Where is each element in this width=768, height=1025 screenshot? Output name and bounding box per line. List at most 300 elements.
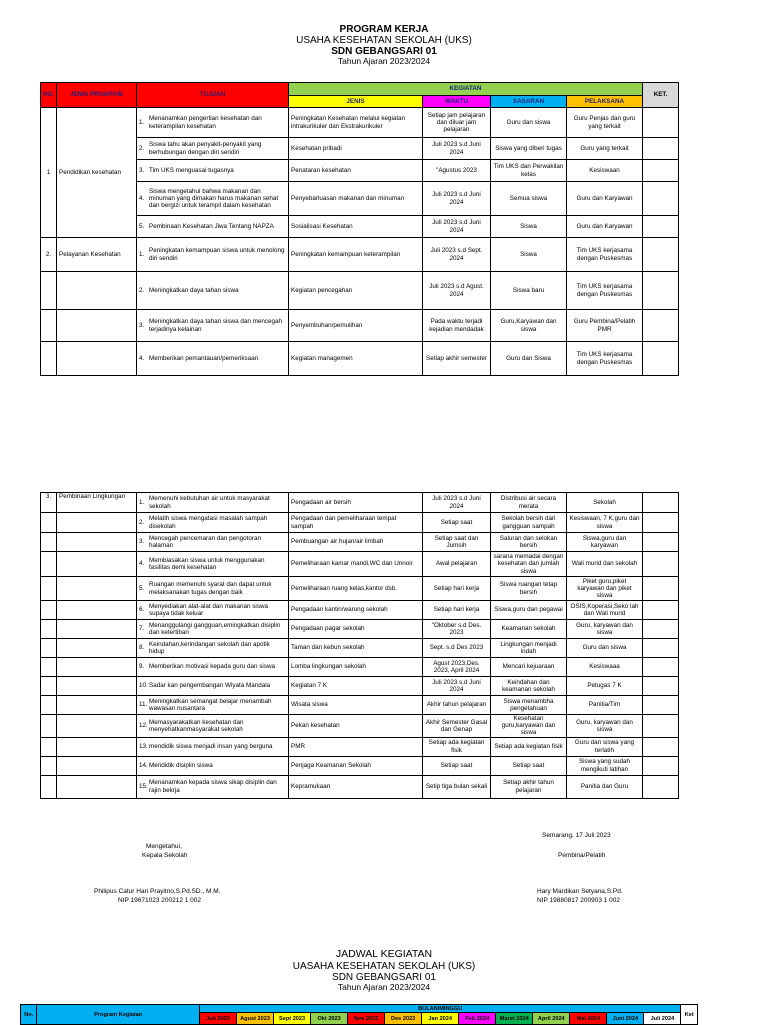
- table-row: [41, 310, 679, 342]
- jenis-cell: Pembuangan air hujan/air limbah: [289, 533, 423, 552]
- tujuan-cell: [137, 310, 289, 342]
- month-header: Mei 2024: [570, 1013, 607, 1025]
- tujuan-text: mendidik siswa menjadi insan yang berguna: [149, 743, 273, 751]
- tujuan-cell: [137, 108, 289, 138]
- sasaran-cell: Siswa menambha pengetahuan: [491, 696, 567, 715]
- tujuan-text: Memenuhi kebutuhan air untuk masyarakat sekolah: [149, 495, 270, 510]
- row-number: 5.: [139, 584, 145, 592]
- ket-cell: [643, 493, 679, 513]
- tujuan-cell: [137, 138, 289, 160]
- table-row: [41, 182, 679, 216]
- supervisor-name: Hary Mardikan Setyana,S.Pd.: [537, 888, 623, 895]
- ket-cell: [643, 513, 679, 533]
- pelaksana-cell: Panitia dan Guru: [567, 775, 643, 798]
- schedule-col-program: Program Kegiatan: [37, 1005, 200, 1025]
- table-row: [41, 513, 679, 533]
- empty-cell: [57, 756, 137, 775]
- empty-cell: [57, 715, 137, 738]
- col-sasaran: SASARAN: [491, 96, 567, 108]
- tujuan-cell: [137, 715, 289, 738]
- month-header: April 2024: [533, 1013, 570, 1025]
- pelaksana-cell: Guru, karyawan dan siswa: [567, 715, 643, 738]
- pelaksana-cell: Guru dan Karyawan: [567, 216, 643, 238]
- row-number: 9.: [139, 663, 145, 671]
- tujuan-text: Mencegah pencemaran dan pengotoran halaman: [149, 534, 262, 549]
- table-row: [41, 577, 679, 601]
- month-header: Juni 2024: [607, 1013, 644, 1025]
- pelaksana-cell: Guru Penjas dan guru yang terkait: [567, 108, 643, 138]
- jenis-cell: Kepramukaan: [289, 775, 423, 798]
- program-table-1: [40, 82, 679, 376]
- academic-year: Tahun Ajaran 2023/2024: [337, 56, 431, 66]
- tujuan-text: Memasyarakatkan kesehatan dan menyehatkanmasyarakat sekolah: [149, 718, 244, 733]
- table-row: [41, 552, 679, 577]
- ket-cell: [643, 696, 679, 715]
- month-header: Juli 2024: [644, 1013, 681, 1025]
- pelaksana-cell: Siswa yang sudah mengikuti latihan: [567, 756, 643, 775]
- table-row: [41, 601, 679, 620]
- tujuan-text: Mendidik disiplin siswa: [149, 762, 213, 770]
- sasaran-cell: Siswa,guru dan pegawai: [491, 601, 567, 620]
- month-header: Okt 2023: [311, 1013, 348, 1025]
- pelaksana-cell: Panitia/Tim: [567, 696, 643, 715]
- ket-cell: [643, 715, 679, 738]
- table-row: [41, 639, 679, 658]
- sign-left-label-1: Mengetahui,: [146, 843, 182, 850]
- empty-cell: [57, 552, 137, 577]
- document-subtitle: USAHA KESEHATAN SEKOLAH (UKS): [296, 35, 472, 46]
- jenis-cell: Pemeliharaan kamar mandi,WC dan Unnoir: [289, 552, 423, 577]
- tujuan-text: Membiasakan siswa untuk menggunakan fasilitas demi kesehatan: [149, 556, 265, 571]
- ket-cell: [643, 533, 679, 552]
- ket-cell: [643, 342, 679, 376]
- schedule-table: [20, 1004, 698, 1025]
- jenis-cell: PMR: [289, 737, 423, 756]
- row-number: 10.: [139, 682, 148, 690]
- tujuan-cell: [137, 533, 289, 552]
- ket-cell: [643, 639, 679, 658]
- pelaksana-cell: Kesiswaaa: [567, 658, 643, 677]
- document-title: PROGRAM KERJA: [339, 24, 429, 35]
- schedule-col-ket: Ket: [681, 1005, 698, 1025]
- schedule-col-bulan: BULAN/MINGGU: [200, 1005, 681, 1013]
- sasaran-cell: Setiap ada kegiatan fisik: [491, 737, 567, 756]
- sign-left-label-2: Kepala Sekolah: [142, 852, 188, 859]
- row-number: 2.: [139, 286, 145, 294]
- jenis-cell: Pengadaan air bersih: [289, 493, 423, 513]
- tujuan-cell: [137, 677, 289, 696]
- table-row: [41, 715, 679, 738]
- sasaran-cell: Keamanan sekolah: [491, 620, 567, 639]
- ket-cell: [643, 238, 679, 272]
- ket-cell: [643, 677, 679, 696]
- table-row: [41, 737, 679, 756]
- empty-cell: [57, 513, 137, 533]
- table-row: [41, 533, 679, 552]
- month-header: Sept 2023: [274, 1013, 311, 1025]
- jenis-cell: Penyebarluasan makanan dan minuman: [289, 182, 423, 216]
- empty-cell: [41, 696, 57, 715]
- jenis-cell: Peningkatan Kesehatan melalui kegiatan intrakurikuler dan Ekstrakurikuler: [289, 108, 423, 138]
- waktu-cell: Setiap akhir semester: [423, 342, 491, 376]
- empty-cell: [41, 715, 57, 738]
- tujuan-cell: [137, 601, 289, 620]
- tujuan-text: Ruangan memenuhi syarat dan dapat untuk melaksanakan tugas dengan baik: [149, 581, 272, 596]
- waktu-cell: Juli 2023 s.d Juni 2024: [423, 216, 491, 238]
- waktu-cell: Juli 2023 s.d Sept. 2024: [423, 238, 491, 272]
- table-row: [41, 108, 679, 138]
- row-number: 15.: [139, 783, 148, 791]
- tujuan-text: Menanggulangi gangguan,emingkatkan disiplin dan ketertiban: [149, 621, 281, 636]
- row-number: 3.: [139, 321, 145, 329]
- ket-cell: [643, 552, 679, 577]
- schedule-year: Tahun Ajaran 2023/2024: [337, 981, 431, 992]
- empty-cell: [41, 775, 57, 798]
- table-row: [41, 620, 679, 639]
- empty-cell: [41, 601, 57, 620]
- tujuan-text: Menyediakan alat-alat dan makanan siswa supaya tidak keluar: [149, 602, 269, 617]
- sign-right-label: Pembina/Pelatih: [558, 852, 606, 859]
- sasaran-cell: Saluran dan selokan bersih: [491, 533, 567, 552]
- pelaksana-cell: Tim UKS kerjasama dengan Puskesmas: [567, 238, 643, 272]
- pelaksana-cell: Sekolah: [567, 493, 643, 513]
- place-date: Semarang, 17 Juli 2023: [542, 832, 611, 839]
- sasaran-cell: Guru dan Siswa: [491, 342, 567, 376]
- jenis-cell: Pemeliharaan ruang kelas,kantor dsb.: [289, 577, 423, 601]
- tujuan-text: Menanamkan kepada siswa sikap disiplin dan rajin bekrja: [149, 779, 277, 794]
- tujuan-text: Melatih siswa mengatasi masalah sampah disekolah: [149, 515, 268, 530]
- empty-cell: [57, 737, 137, 756]
- col-jenis-program: JENIS PROGRAM: [57, 83, 137, 108]
- table-row: [41, 342, 679, 376]
- empty-cell: [41, 756, 57, 775]
- tujuan-text: Tim UKS menguasai tugasnya: [149, 166, 234, 174]
- empty-cell: [41, 533, 57, 552]
- sasaran-cell: Distribusi air secara merata: [491, 493, 567, 513]
- table-row: [41, 493, 679, 513]
- sasaran-cell: Siswa: [491, 238, 567, 272]
- ket-cell: [643, 216, 679, 238]
- program-name: Pendidikan kesehatan: [57, 108, 137, 238]
- jenis-cell: Penyembuhan/pemulihan: [289, 310, 423, 342]
- table-row: [41, 160, 679, 182]
- tujuan-cell: [137, 493, 289, 513]
- sasaran-cell: Mencari kejuaraan: [491, 658, 567, 677]
- tujuan-cell: [137, 342, 289, 376]
- row-number: 12.: [139, 722, 148, 730]
- tujuan-cell: [137, 552, 289, 577]
- empty-cell: [41, 552, 57, 577]
- month-header: Jan 2024: [422, 1013, 459, 1025]
- jenis-cell: Kegiatan managemen: [289, 342, 423, 376]
- col-kegiatan: KEGIATAN: [289, 83, 643, 96]
- sasaran-cell: Kesehatan guru,karyawan dan siswa: [491, 715, 567, 738]
- sasaran-cell: Setiap akhir tahun pelajaran: [491, 775, 567, 798]
- ket-cell: [643, 272, 679, 310]
- headmaster-nip: NIP 19671023 200212 1 002: [118, 897, 202, 904]
- col-waktu: WAKTU: [423, 96, 491, 108]
- table-row: [41, 775, 679, 798]
- jenis-cell: Pengadaan kantin/warung sekolah: [289, 601, 423, 620]
- jenis-cell: Wisata siswa: [289, 696, 423, 715]
- empty-cell: [41, 272, 57, 310]
- waktu-cell: Setiap jam pelajaran dan diluar jam pelajaran: [423, 108, 491, 138]
- waktu-cell: Akhir Semester Gasal dan Genap: [423, 715, 491, 738]
- sasaran-cell: Siswa yang diberi tugas: [491, 138, 567, 160]
- waktu-cell: Setiap hari kerja: [423, 577, 491, 601]
- document-header: [0, 24, 768, 66]
- waktu-cell: Juli 2023 s.d Juni 2024: [423, 677, 491, 696]
- program-number: 3.: [41, 493, 57, 513]
- sasaran-cell: Guru,Karyawan dan siswa: [491, 310, 567, 342]
- program-name: Pembinaan Lingkungan: [57, 493, 137, 513]
- schedule-header: [0, 949, 768, 992]
- sasaran-cell: Siswa baru: [491, 272, 567, 310]
- schedule-school: SDN GEBANGSARI 01: [332, 971, 436, 983]
- waktu-cell: Setiap saat: [423, 756, 491, 775]
- tujuan-cell: [137, 737, 289, 756]
- jenis-cell: Sosialisasi Kesehatan: [289, 216, 423, 238]
- tujuan-text: Keindahan,kerindangan sekolah dan apotik hidup: [149, 640, 270, 655]
- jenis-cell: Kegiatan 7 K: [289, 677, 423, 696]
- sasaran-cell: Semua siswa: [491, 182, 567, 216]
- program-number: 1: [41, 108, 57, 238]
- jenis-cell: Taman dan kebun sekolah: [289, 639, 423, 658]
- row-number: 11.: [139, 701, 148, 709]
- jenis-cell: Pengadaan pagar sekolah: [289, 620, 423, 639]
- row-number: 4.: [139, 354, 145, 362]
- table-row: [41, 238, 679, 272]
- pelaksana-cell: Guru yang terkait: [567, 138, 643, 160]
- tujuan-text: Menanamkan pengertian kesehatan dan keterampilan kesehatan: [149, 115, 262, 130]
- jenis-cell: Kegiatan pencegahan: [289, 272, 423, 310]
- program-number: 2.: [41, 238, 57, 272]
- tujuan-cell: [137, 238, 289, 272]
- pelaksana-cell: Kesiswaan, 7 K,guru dan siswa: [567, 513, 643, 533]
- col-jenis: JENIS: [289, 96, 423, 108]
- empty-cell: [57, 775, 137, 798]
- headmaster-name: Philipus Catur Hari Prayitno,S.Pd.SD., M.M.: [94, 888, 221, 895]
- waktu-cell: Juli 2023 s.d Agust. 2024: [423, 272, 491, 310]
- empty-cell: [41, 513, 57, 533]
- sasaran-cell: sarana memadai dengan kesehatan dan jumlah siswa: [491, 552, 567, 577]
- col-tujuan: TUJUAN: [137, 83, 289, 108]
- tujuan-cell: [137, 577, 289, 601]
- waktu-cell: Juli 2023 s.d Juni 2024: [423, 138, 491, 160]
- tujuan-text: Pembinaan Kesehatan Jiwa Tentang NAPZA: [149, 222, 274, 230]
- tujuan-text: Peningkatan kemampuan siswa untuk menolong diri sendiri: [149, 247, 285, 262]
- row-number: 2.: [139, 518, 145, 526]
- ket-cell: [643, 160, 679, 182]
- table-row: [41, 696, 679, 715]
- ket-cell: [643, 756, 679, 775]
- jenis-cell: Pengadaan dan pemeliharaan tempat sampah: [289, 513, 423, 533]
- tujuan-text: Meningkatkan daya tahan siswa dan mencegah terjadinya kelainan: [149, 318, 283, 333]
- tujuan-cell: [137, 620, 289, 639]
- tujuan-cell: [137, 272, 289, 310]
- empty-cell: [41, 658, 57, 677]
- tujuan-cell: [137, 639, 289, 658]
- waktu-cell: Pada waktu terjadi kejadian mendadak: [423, 310, 491, 342]
- ket-cell: [643, 577, 679, 601]
- row-number: 5.: [139, 222, 145, 230]
- empty-cell: [57, 577, 137, 601]
- jenis-cell: Pekan kesehatan: [289, 715, 423, 738]
- ket-cell: [643, 620, 679, 639]
- month-header: Agust 2023: [237, 1013, 274, 1025]
- row-number: 2.: [139, 144, 145, 152]
- waktu-cell: "Agustus 2023: [423, 160, 491, 182]
- empty-cell: [57, 620, 137, 639]
- sasaran-cell: Setiap saat: [491, 756, 567, 775]
- tujuan-cell: [137, 696, 289, 715]
- pelaksana-cell: OSIS,Koperasi,Seko lah dan Wali murid: [567, 601, 643, 620]
- empty-cell: [41, 577, 57, 601]
- waktu-cell: Setiap ada kegiatan fisik: [423, 737, 491, 756]
- empty-cell: [41, 342, 57, 376]
- month-header: Des 2023: [385, 1013, 422, 1025]
- jenis-cell: Lomba lingkungan sekolah: [289, 658, 423, 677]
- tujuan-cell: [137, 756, 289, 775]
- schedule-title: JADWAL KEGIATAN: [335, 948, 433, 960]
- waktu-cell: Setiap hari kerja: [423, 601, 491, 620]
- waktu-cell: "Oktober s.d Des. 2023: [423, 620, 491, 639]
- tujuan-text: Memberikan motivasi kepada guru dan siswa: [149, 663, 275, 671]
- tujuan-cell: [137, 658, 289, 677]
- row-number: 1.: [139, 118, 145, 126]
- col-ket: KET.: [643, 83, 679, 108]
- empty-cell: [57, 272, 137, 310]
- row-number: 14.: [139, 762, 148, 770]
- sasaran-cell: Sekolah bersih dari gangguan sampah: [491, 513, 567, 533]
- row-number: 8.: [139, 644, 145, 652]
- sasaran-cell: Guru dan siswa: [491, 108, 567, 138]
- empty-cell: [57, 696, 137, 715]
- sasaran-cell: Siswa ruangan tetap bersih: [491, 577, 567, 601]
- sasaran-cell: Lingkungan menjadi indah: [491, 639, 567, 658]
- row-number: 4.: [139, 194, 145, 202]
- waktu-cell: Juli 2023 s.d Juni 2024: [423, 493, 491, 513]
- waktu-cell: Akhir tahun pelajaran: [423, 696, 491, 715]
- month-header: Maret 2024: [496, 1013, 533, 1025]
- row-number: 7.: [139, 625, 145, 633]
- jenis-cell: Penjaga Keamanan Sekolah: [289, 756, 423, 775]
- row-number: 1.: [139, 250, 145, 258]
- table-row: [41, 272, 679, 310]
- pelaksana-cell: Guru dan Karyawan: [567, 182, 643, 216]
- sasaran-cell: Siswa: [491, 216, 567, 238]
- table-row: [41, 658, 679, 677]
- jenis-cell: Penataran kesehatan: [289, 160, 423, 182]
- empty-cell: [41, 737, 57, 756]
- ket-cell: [643, 658, 679, 677]
- waktu-cell: Setiap saat: [423, 513, 491, 533]
- table-row: [41, 216, 679, 238]
- pelaksana-cell: Guru, karyawan dan siswa: [567, 620, 643, 639]
- col-pelaksana: PELAKSANA: [567, 96, 643, 108]
- col-no: NO.: [41, 83, 57, 108]
- pelaksana-cell: Tim UKS kerjasama dengan Puskesmas: [567, 342, 643, 376]
- tujuan-text: Memberikan pemantauan/pemeriksaan: [149, 354, 259, 362]
- ket-cell: [643, 138, 679, 160]
- waktu-cell: Agust 2023,Des. 2023, April 2024: [423, 658, 491, 677]
- tujuan-cell: [137, 160, 289, 182]
- tujuan-cell: [137, 775, 289, 798]
- table-row: [41, 756, 679, 775]
- row-number: 3.: [139, 538, 145, 546]
- ket-cell: [643, 737, 679, 756]
- pelaksana-cell: Guru Pembina/Pelatih PMR: [567, 310, 643, 342]
- school-name: SDN GEBANGSARI 01: [331, 46, 437, 57]
- empty-cell: [57, 342, 137, 376]
- tujuan-cell: [137, 216, 289, 238]
- jenis-cell: Peningkatan kemampuan keterampilan: [289, 238, 423, 272]
- ket-cell: [643, 108, 679, 138]
- month-header: Feb 2024: [459, 1013, 496, 1025]
- empty-cell: [57, 310, 137, 342]
- schedule-subtitle: UASAHA KESEHATAN SEKOLAH (UKS): [292, 960, 476, 972]
- pelaksana-cell: Kesiswaan: [567, 160, 643, 182]
- waktu-cell: Awal pelajaran: [423, 552, 491, 577]
- ket-cell: [643, 601, 679, 620]
- pelaksana-cell: Wali murid dan sekolah: [567, 552, 643, 577]
- tujuan-cell: [137, 513, 289, 533]
- tujuan-text: Siswa tahu akan penyakit-penyakit yang berhubungan dengan diri sendiri: [149, 141, 262, 156]
- pelaksana-cell: Guru dan siswa yang terlatih: [567, 737, 643, 756]
- program-table-2: [40, 492, 679, 799]
- row-number: 4.: [139, 560, 145, 568]
- tujuan-cell: [137, 182, 289, 216]
- ket-cell: [643, 182, 679, 216]
- ket-cell: [643, 775, 679, 798]
- tujuan-text: Meningkatkan daya tahan siswa: [149, 286, 239, 294]
- supervisor-nip: NIP 19880817 200903 1 002: [537, 897, 621, 904]
- waktu-cell: Setiap saat dan Jumsih: [423, 533, 491, 552]
- month-header: Nov 2023: [348, 1013, 385, 1025]
- waktu-cell: Sept. s.d Des 2023: [423, 639, 491, 658]
- schedule-col-no: No.: [21, 1005, 37, 1025]
- pelaksana-cell: Petugas 7 K: [567, 677, 643, 696]
- program-name: Pelayanan Kesehatan: [57, 238, 137, 272]
- row-number: 6.: [139, 606, 145, 614]
- pelaksana-cell: Guru dan siswa: [567, 639, 643, 658]
- table-row: [41, 677, 679, 696]
- empty-cell: [41, 677, 57, 696]
- table-row: [41, 138, 679, 160]
- waktu-cell: Juli 2023 s.d Juni 2024: [423, 182, 491, 216]
- empty-cell: [57, 601, 137, 620]
- pelaksana-cell: Siswa,guru dan karyawan: [567, 533, 643, 552]
- pelaksana-cell: Piket guru,piket karyawan dan piket siswa: [567, 577, 643, 601]
- ket-cell: [643, 310, 679, 342]
- sasaran-cell: Keindahan dan keamanan sekolah: [491, 677, 567, 696]
- row-number: 13.: [139, 743, 148, 751]
- tujuan-text: Meningkatkan semangat belajar menambah wawasan nusantara: [149, 697, 272, 712]
- waktu-cell: Setip tiga bulan sekali: [423, 775, 491, 798]
- empty-cell: [57, 639, 137, 658]
- row-number: 1.: [139, 498, 145, 506]
- empty-cell: [41, 310, 57, 342]
- empty-cell: [41, 620, 57, 639]
- empty-cell: [41, 639, 57, 658]
- empty-cell: [57, 533, 137, 552]
- tujuan-text: Siswa mengetahui bahwa makanan dan minuman yang dimakan harus makanan sehat dan bergizi untuk terampil dalam kesehatan: [149, 187, 279, 210]
- jenis-cell: Kesehatan pribadi: [289, 138, 423, 160]
- tujuan-text: Sadar kan pengembangan Wiyata Mandala: [149, 682, 271, 690]
- row-number: 3.: [139, 166, 145, 174]
- sasaran-cell: Tim UKS dan Perwakilan kelas: [491, 160, 567, 182]
- empty-cell: [57, 658, 137, 677]
